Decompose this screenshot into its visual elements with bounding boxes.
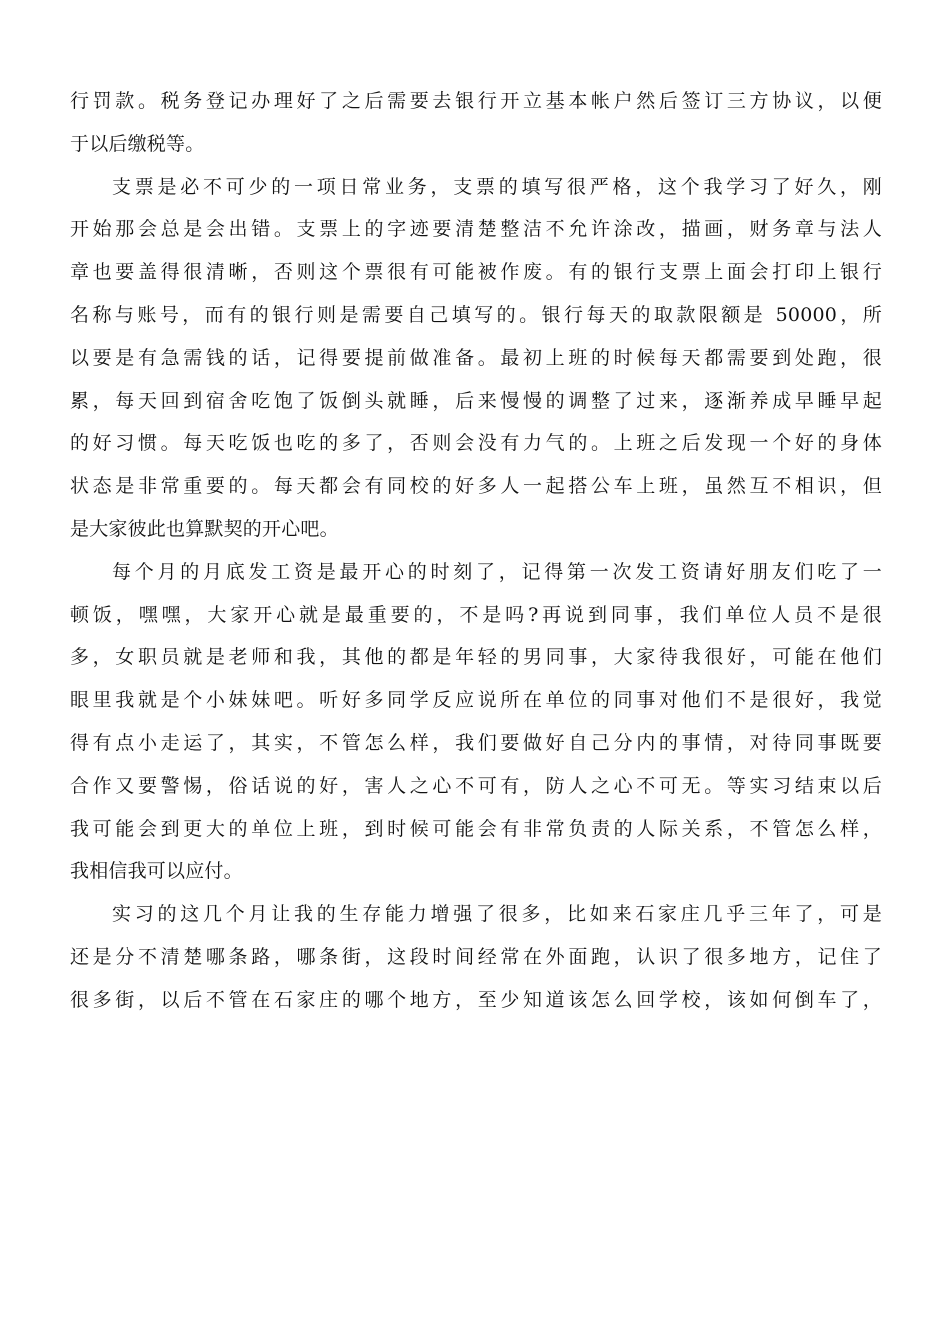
paragraph-line: 章也要盖得很清晰，否则这个票很有可能被作废。有的银行支票上面会打印上银行 bbox=[70, 261, 882, 284]
paragraph-line: 还是分不清楚哪条路，哪条街，这段时间经常在外面跑，认识了很多地方，记住了 bbox=[70, 945, 882, 968]
paragraph-line: 顿饭，嘿嘿，大家开心就是最重要的，不是吗?再说到同事，我们单位人员不是很 bbox=[70, 603, 882, 626]
document-page bbox=[70, 80, 882, 1022]
paragraph-2 bbox=[70, 166, 882, 551]
paragraph-line: 状态是非常重要的。每天都会有同校的好多人一起搭公车上班，虽然互不相识，但 bbox=[70, 475, 882, 498]
paragraph-4 bbox=[70, 893, 882, 1021]
paragraph-line: 多，女职员就是老师和我，其他的都是年轻的男同事，大家待我很好，可能在他们 bbox=[70, 646, 882, 669]
paragraph-line: 于以后缴税等。 bbox=[70, 132, 205, 155]
paragraph-line: 我可能会到更大的单位上班，到时候可能会有非常负责的人际关系，不管怎么样， bbox=[70, 817, 882, 840]
paragraph-line: 很多街，以后不管在石家庄的哪个地方，至少知道该怎么回学校，该如何倒车了， bbox=[70, 988, 882, 1011]
paragraph-1 bbox=[70, 80, 882, 166]
paragraph-line: 实习的这几个月让我的生存能力增强了很多，比如来石家庄几乎三年了，可是 bbox=[112, 903, 882, 926]
paragraph-line: 以要是有急需钱的话，记得要提前做准备。最初上班的时候每天都需要到处跑，很 bbox=[70, 346, 882, 369]
paragraph-line: 支票是必不可少的一项日常业务，支票的填写很严格，这个我学习了好久，刚 bbox=[112, 175, 882, 198]
paragraph-line: 的好习惯。每天吃饭也吃的多了，否则会没有力气的。上班之后发现一个好的身体 bbox=[70, 432, 882, 455]
paragraph-line: 眼里我就是个小妹妹吧。听好多同学反应说所在单位的同事对他们不是很好，我觉 bbox=[70, 689, 882, 712]
paragraph-line: 开始那会总是会出错。支票上的字迹要清楚整洁不允许涂改，描画，财务章与法人 bbox=[70, 218, 882, 241]
paragraph-line: 是大家彼此也算默契的开心吧。 bbox=[70, 517, 339, 540]
paragraph-line: 累，每天回到宿舍吃饱了饭倒头就睡，后来慢慢的调整了过来，逐渐养成早睡早起 bbox=[70, 389, 882, 412]
paragraph-line: 得有点小走运了，其实，不管怎么样，我们要做好自己分内的事情，对待同事既要 bbox=[70, 731, 882, 754]
paragraph-line: 每个月的月底发工资是最开心的时刻了，记得第一次发工资请好朋友们吃了一 bbox=[112, 560, 882, 583]
paragraph-line: 我相信我可以应付。 bbox=[70, 860, 243, 883]
paragraph-line: 合作又要警惕，俗话说的好，害人之心不可有，防人之心不可无。等实习结束以后 bbox=[70, 774, 882, 797]
paragraph-line: 行罚款。税务登记办理好了之后需要去银行开立基本帐户然后签订三方协议，以便 bbox=[70, 90, 882, 112]
paragraph-3 bbox=[70, 551, 882, 893]
paragraph-line: 名称与账号，而有的银行则是需要自己填写的。银行每天的取款限额是 50000，所 bbox=[70, 303, 882, 326]
